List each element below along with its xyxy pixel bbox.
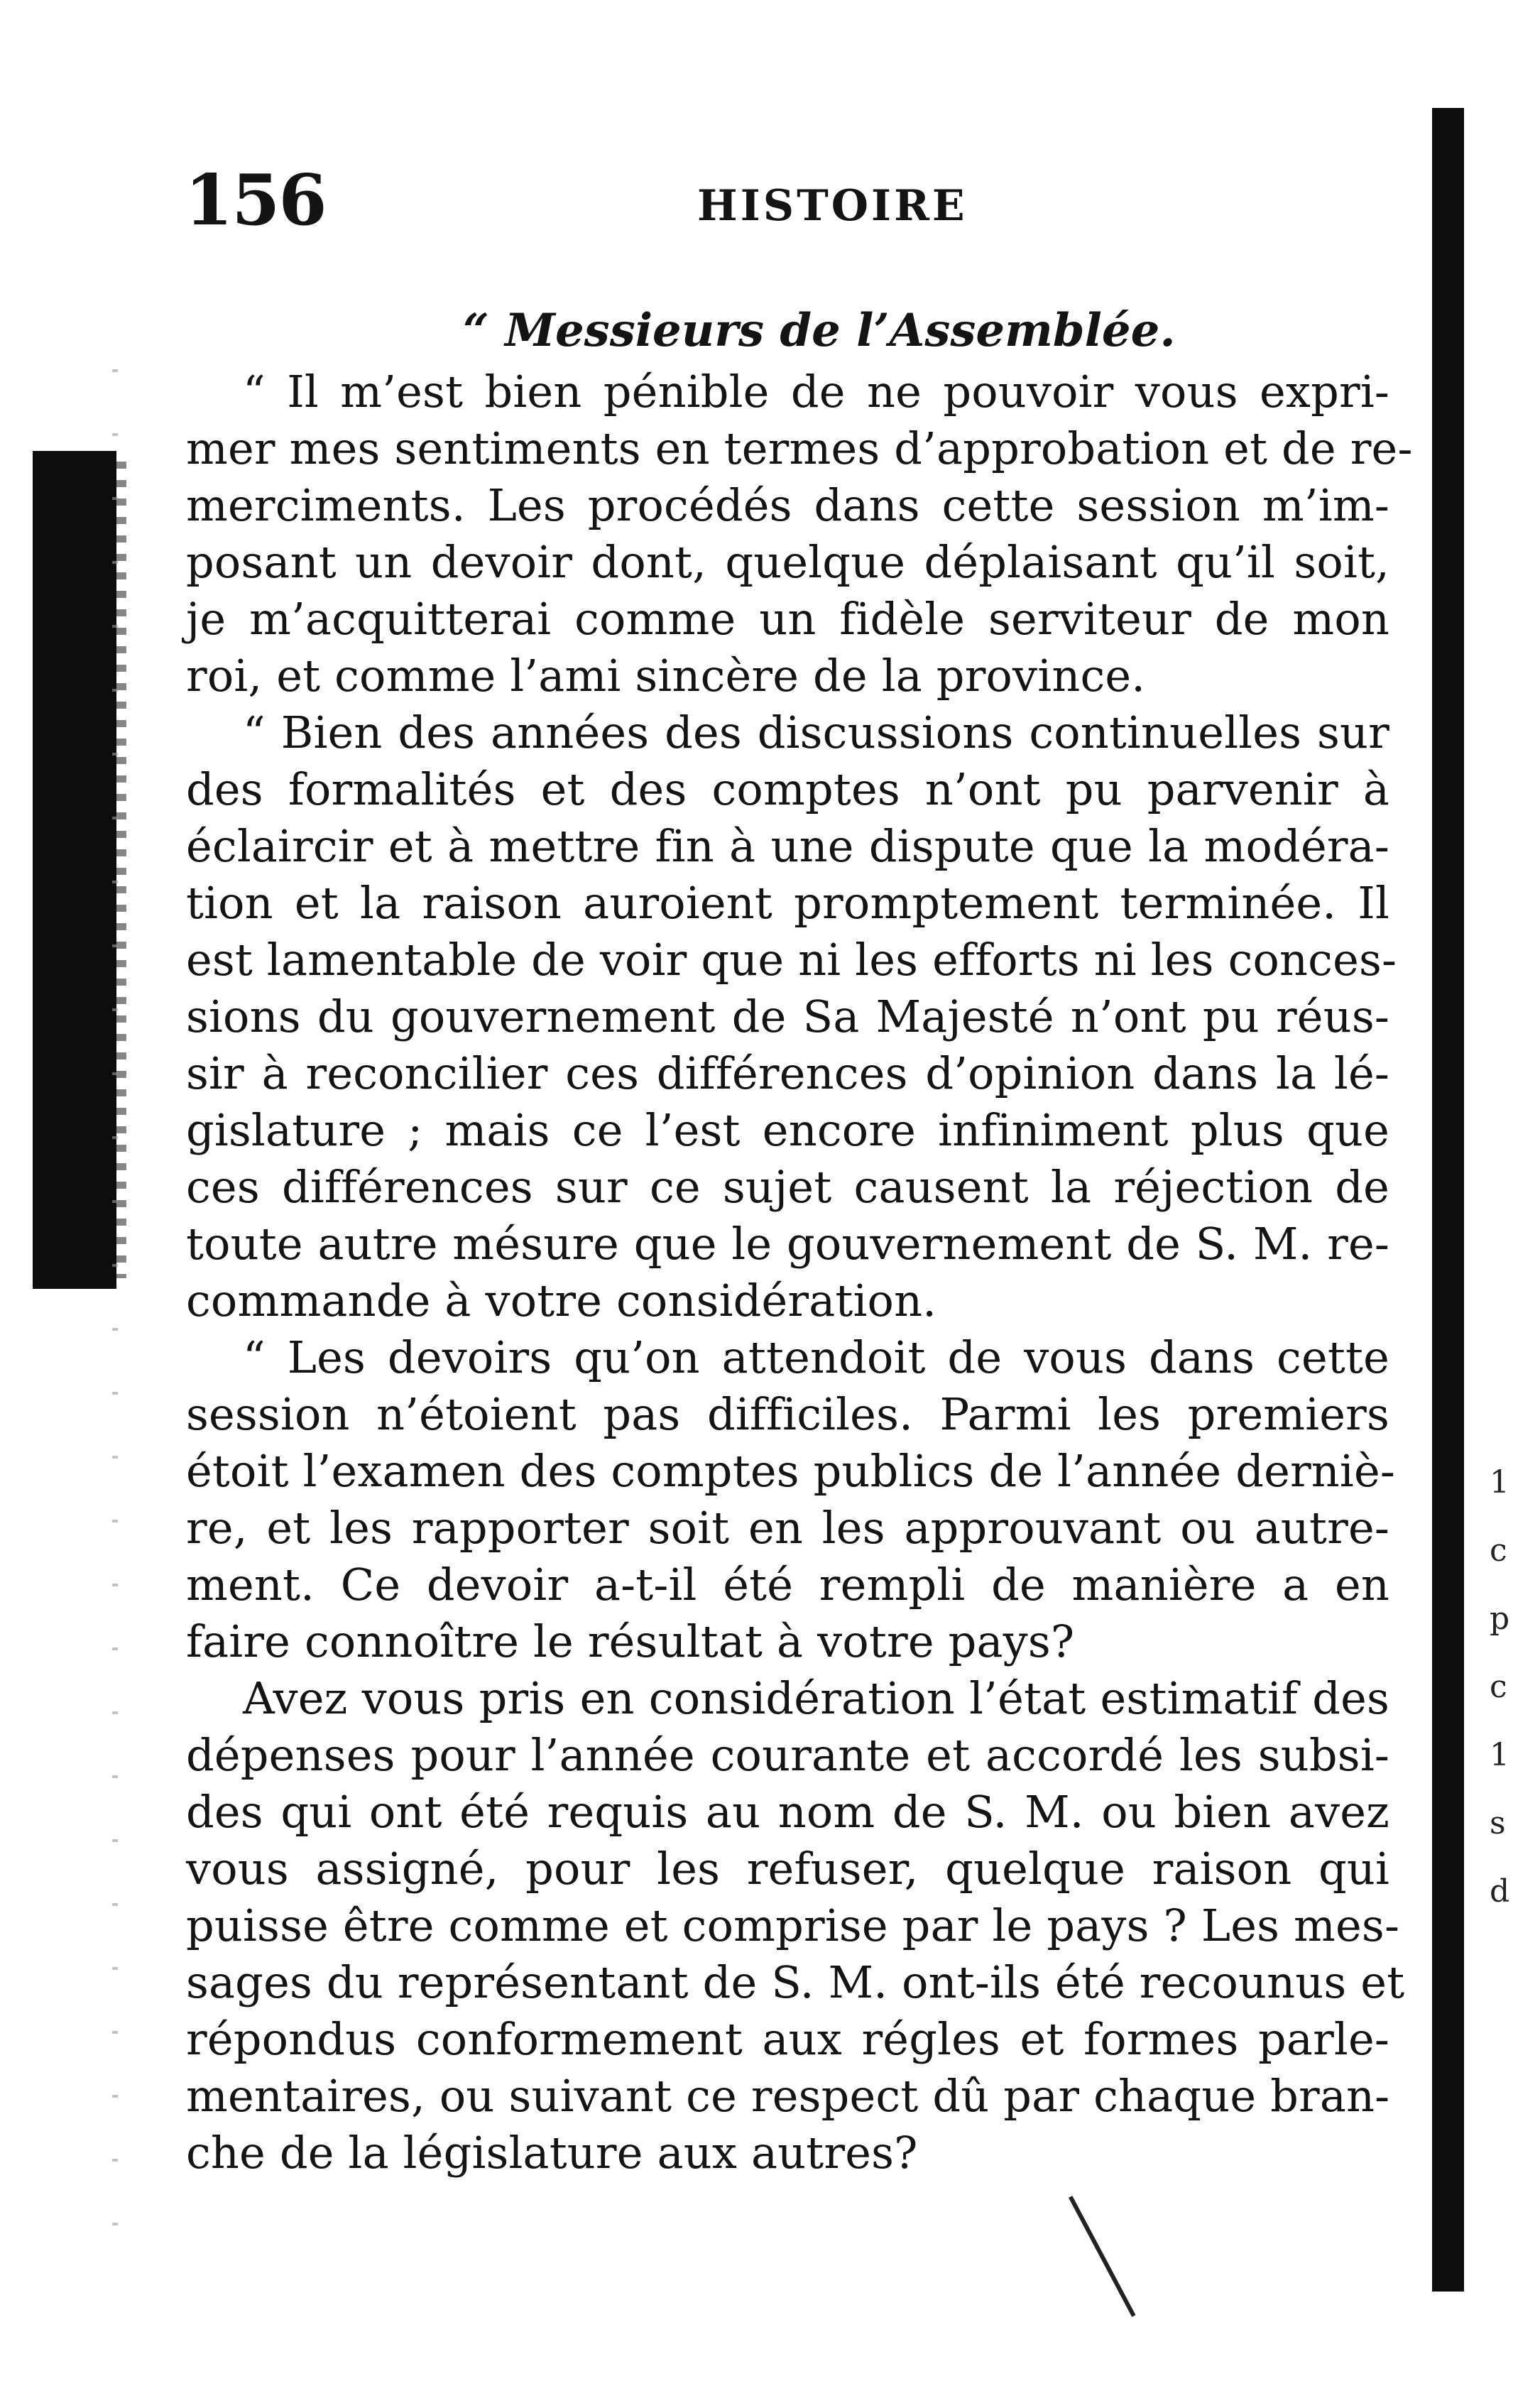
- body-text: [186, 298, 1413, 2181]
- scan-shadow-left: [33, 451, 116, 1289]
- text-line: éclaircir et à mettre fin à une dispute que la modéra-: [186, 820, 1389, 872]
- text-line: sions du gouvernement de Sa Majesté n’ont pu réus-: [186, 991, 1389, 1042]
- scan-dust-dots: [112, 369, 118, 2287]
- text-line: répondus conformement aux régles et formes parle-: [186, 2013, 1389, 2065]
- margin-mark: c: [1490, 1669, 1507, 1705]
- margin-mark: d: [1490, 1873, 1510, 1909]
- margin-mark: p: [1490, 1601, 1510, 1637]
- text-line: étoit l’examen des comptes publics de l’année derniè-: [186, 1445, 1396, 1497]
- text-line: tion et la raison auroient promptement terminée. Il: [186, 877, 1389, 929]
- page-number: 156: [185, 160, 326, 241]
- text-line: ces différences sur ce sujet causent la réjection de: [186, 1161, 1389, 1213]
- scan-shadow-right: [1432, 108, 1464, 2292]
- running-title: HISTOIRE: [697, 181, 968, 231]
- margin-mark: c: [1490, 1532, 1507, 1569]
- text-line: je m’acquitterai comme un fidèle serviteur de mon: [186, 593, 1389, 645]
- text-line: “ Les devoirs qu’on attendoit de vous dans cette: [243, 1331, 1389, 1383]
- salutation-heading: “ Messieurs de l’Assemblée.: [463, 304, 1176, 357]
- margin-mark: 1: [1490, 1737, 1509, 1773]
- margin-mark: 1: [1490, 1464, 1509, 1500]
- text-line: posant un devoir dont, quelque déplaisant qu’il soit,: [186, 536, 1389, 588]
- text-line: “ Il m’est bien pénible de ne pouvoir vous expri-: [243, 366, 1389, 418]
- text-line: Avez vous pris en considération l’état estimatif des: [243, 1672, 1389, 1724]
- text-line: commande à votre considération.: [186, 1275, 937, 1326]
- text-line: des formalités et des comptes n’ont pu parvenir à: [186, 763, 1389, 815]
- text-line: des qui ont été requis au nom de S. M. ou bien avez: [186, 1786, 1389, 1838]
- text-line: faire connoître le résultat à votre pays?: [186, 1616, 1075, 1667]
- text-line: toute autre mésure que le gouvernement de S. M. re-: [186, 1218, 1389, 1270]
- text-line: vous assigné, pour les refuser, quelque raison qui: [186, 1843, 1389, 1895]
- text-line: ment. Ce devoir a-t-il été rempli de manière a en: [186, 1559, 1389, 1611]
- text-line: sir à reconcilier ces différences d’opinion dans la lé-: [186, 1047, 1389, 1099]
- text-line: roi, et comme l’ami sincère de la province.: [186, 650, 1146, 702]
- text-line: “ Bien des années des discussions continuelles sur: [243, 707, 1389, 758]
- margin-mark: s: [1490, 1805, 1506, 1841]
- text-line: puisse être comme et comprise par le pays ? Les mes-: [186, 1900, 1400, 1951]
- text-line: est lamentable de voir que ni les efforts ni les conces-: [186, 934, 1397, 986]
- text-line: mentaires, ou suivant ce respect dû par chaque bran-: [186, 2070, 1390, 2122]
- text-line: session n’étoient pas difficiles. Parmi les premiers: [186, 1388, 1389, 1440]
- scan-shadow-left-edge: [116, 462, 126, 1278]
- text-line: che de la législature aux autres?: [186, 2127, 918, 2179]
- text-line: re, et les rapporter soit en les approuvant ou autre-: [186, 1502, 1389, 1554]
- text-line: merciments. Les procédés dans cette session m’im-: [186, 479, 1389, 531]
- text-line: mer mes sentiments en termes d’approbation et de re-: [186, 423, 1413, 474]
- text-line: sages du représentant de S. M. ont-ils été recounus et: [186, 1956, 1405, 2008]
- text-line: gislature ; mais ce l’est encore infiniment plus que: [186, 1104, 1389, 1156]
- facing-page-bleed: [1490, 1449, 1532, 2088]
- ink-stroke-mark: [1069, 2196, 1135, 2317]
- text-line: dépenses pour l’année courante et accordé les subsi-: [186, 1729, 1389, 1781]
- running-head: [185, 160, 1392, 245]
